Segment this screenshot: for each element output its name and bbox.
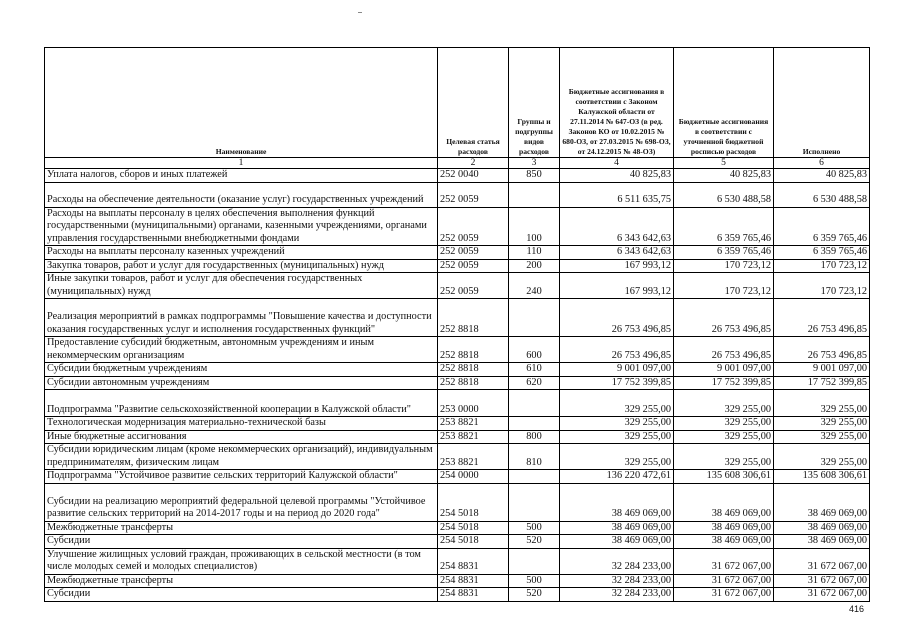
table-row	[45, 548, 870, 574]
row-amount-refined: 9 001 097,00	[674, 363, 774, 377]
row-amount-executed: 40 825,83	[774, 169, 870, 183]
row-amount-executed: 31 672 067,00	[774, 588, 870, 602]
row-amount-refined: 17 752 399,85	[674, 376, 774, 390]
row-expense-group	[509, 470, 560, 484]
header-executed: Исполнено	[774, 48, 870, 158]
table-row	[45, 483, 870, 521]
row-amount-executed: 135 608 306,61	[774, 470, 870, 484]
row-name: Предоставление субсидий бюджетным, автономным учреждениям и иным некоммерческим организациям	[45, 337, 438, 363]
budget-execution-table	[44, 47, 870, 602]
row-amount-refined: 26 753 496,85	[674, 299, 774, 337]
row-name: Межбюджетные трансферты	[45, 521, 438, 535]
row-expense-group: 610	[509, 363, 560, 377]
header-name: Наименование	[45, 48, 438, 158]
row-expense-group: 600	[509, 337, 560, 363]
row-target-article: 254 8831	[438, 588, 509, 602]
row-amount-executed: 17 752 399,85	[774, 376, 870, 390]
column-number: 2	[438, 158, 509, 169]
row-target-article: 252 8818	[438, 376, 509, 390]
row-amount-executed: 38 469 069,00	[774, 483, 870, 521]
row-name: Иные закупки товаров, работ и услуг для обеспечения государственных (муниципальных) нужд	[45, 273, 438, 299]
row-target-article: 253 8821	[438, 444, 509, 470]
row-target-article: 252 8818	[438, 299, 509, 337]
row-amount-law: 9 001 097,00	[560, 363, 674, 377]
row-amount-law: 329 255,00	[560, 417, 674, 431]
row-amount-executed: 170 723,12	[774, 273, 870, 299]
row-target-article: 252 0059	[438, 273, 509, 299]
row-amount-law: 40 825,83	[560, 169, 674, 183]
row-name: Субсидии бюджетным учреждениям	[45, 363, 438, 377]
header-row	[45, 48, 870, 158]
table-row	[45, 169, 870, 183]
table-row	[45, 337, 870, 363]
row-amount-executed: 329 255,00	[774, 390, 870, 417]
row-amount-executed: 38 469 069,00	[774, 521, 870, 535]
row-amount-law: 17 752 399,85	[560, 376, 674, 390]
row-amount-law: 136 220 472,61	[560, 470, 674, 484]
row-amount-refined: 329 255,00	[674, 390, 774, 417]
table-row	[45, 376, 870, 390]
row-amount-refined: 6 530 488,58	[674, 182, 774, 207]
row-amount-law: 6 511 635,75	[560, 182, 674, 207]
row-amount-law: 26 753 496,85	[560, 337, 674, 363]
row-name: Субсидии	[45, 535, 438, 549]
row-expense-group: 240	[509, 273, 560, 299]
row-name: Расходы на выплаты персоналу в целях обеспечения выполнения функций государственными (муниципальными) органами, казенными учреждениями, органами управления государственными внебюджетными фондами	[45, 207, 438, 246]
row-name: Субсидии	[45, 588, 438, 602]
row-expense-group	[509, 417, 560, 431]
header-target-article: Целевая статья расходов	[438, 48, 509, 158]
table-row	[45, 299, 870, 337]
table-row	[45, 470, 870, 484]
row-expense-group	[509, 548, 560, 574]
row-amount-law: 6 343 642,63	[560, 207, 674, 246]
column-number: 5	[674, 158, 774, 169]
row-target-article: 254 8831	[438, 574, 509, 588]
row-target-article: 252 0059	[438, 259, 509, 273]
scan-mark	[358, 12, 362, 13]
row-amount-law: 38 469 069,00	[560, 535, 674, 549]
table-row	[45, 363, 870, 377]
row-amount-refined: 38 469 069,00	[674, 483, 774, 521]
row-amount-refined: 170 723,12	[674, 259, 774, 273]
row-amount-executed: 31 672 067,00	[774, 548, 870, 574]
header-expense-groups: Группы и подгруппы видов расходов	[509, 48, 560, 158]
column-number: 3	[509, 158, 560, 169]
row-name: Подпрограмма "Развитие сельскохозяйственной кооперации в Калужской области"	[45, 390, 438, 417]
row-expense-group: 810	[509, 444, 560, 470]
page-number: 416	[849, 604, 865, 614]
row-name: Расходы на обеспечение деятельности (оказание услуг) государственных учреждений	[45, 182, 438, 207]
table-row	[45, 430, 870, 444]
table-body	[45, 169, 870, 602]
row-amount-law: 329 255,00	[560, 430, 674, 444]
row-amount-law: 32 284 233,00	[560, 574, 674, 588]
table-row	[45, 521, 870, 535]
table-row	[45, 273, 870, 299]
row-name: Закупка товаров, работ и услуг для государственных (муниципальных) нужд	[45, 259, 438, 273]
row-name: Уплата налогов, сборов и иных платежей	[45, 169, 438, 183]
row-target-article: 253 8821	[438, 430, 509, 444]
row-expense-group: 100	[509, 207, 560, 246]
column-number-row	[45, 158, 870, 169]
row-amount-law: 32 284 233,00	[560, 588, 674, 602]
row-expense-group	[509, 483, 560, 521]
row-expense-group	[509, 299, 560, 337]
row-amount-law: 6 343 642,63	[560, 246, 674, 260]
row-amount-executed: 329 255,00	[774, 444, 870, 470]
row-target-article: 254 5018	[438, 483, 509, 521]
row-amount-executed: 329 255,00	[774, 417, 870, 431]
row-amount-law: 329 255,00	[560, 444, 674, 470]
table-row	[45, 207, 870, 246]
header-assignments-law: Бюджетные ассигнования в соответствии с Законом Калужской области от 27.11.2014 № 647-ОЗ (в ред. Законов КО от 10.02.2015 № 680-ОЗ, от 27.03.2015 № 698-ОЗ, от 24.12.2015 № 48-ОЗ)	[560, 48, 674, 158]
row-amount-refined: 329 255,00	[674, 417, 774, 431]
row-amount-law: 38 469 069,00	[560, 483, 674, 521]
row-amount-refined: 31 672 067,00	[674, 548, 774, 574]
row-expense-group	[509, 182, 560, 207]
row-name: Субсидии юридическим лицам (кроме некоммерческих организаций), индивидуальным предпринимателям, физическим лицам	[45, 444, 438, 470]
row-target-article: 253 8821	[438, 417, 509, 431]
row-amount-refined: 31 672 067,00	[674, 588, 774, 602]
row-name: Субсидии на реализацию мероприятий федеральной целевой программы "Устойчивое развитие сельских территорий на 2014-2017 годы и на период до 2020 года"	[45, 483, 438, 521]
row-amount-law: 329 255,00	[560, 390, 674, 417]
row-target-article: 252 0059	[438, 207, 509, 246]
row-expense-group: 200	[509, 259, 560, 273]
table-row	[45, 390, 870, 417]
row-amount-law: 32 284 233,00	[560, 548, 674, 574]
row-amount-executed: 170 723,12	[774, 259, 870, 273]
row-amount-refined: 170 723,12	[674, 273, 774, 299]
header-assignments-refined: Бюджетные ассигнования в соответствии с уточненной бюджетной росписью расходов	[674, 48, 774, 158]
row-amount-executed: 26 753 496,85	[774, 337, 870, 363]
row-target-article: 254 8831	[438, 548, 509, 574]
row-expense-group: 520	[509, 535, 560, 549]
row-amount-law: 26 753 496,85	[560, 299, 674, 337]
table-row	[45, 535, 870, 549]
row-amount-law: 167 993,12	[560, 273, 674, 299]
row-target-article: 252 0059	[438, 182, 509, 207]
table-row	[45, 444, 870, 470]
row-amount-refined: 6 359 765,46	[674, 207, 774, 246]
row-amount-executed: 6 359 765,46	[774, 207, 870, 246]
row-amount-refined: 329 255,00	[674, 444, 774, 470]
row-name: Межбюджетные трансферты	[45, 574, 438, 588]
row-amount-refined: 329 255,00	[674, 430, 774, 444]
row-expense-group: 500	[509, 521, 560, 535]
table-row	[45, 417, 870, 431]
row-amount-refined: 38 469 069,00	[674, 521, 774, 535]
column-number: 1	[45, 158, 438, 169]
column-number: 4	[560, 158, 674, 169]
row-amount-law: 38 469 069,00	[560, 521, 674, 535]
row-expense-group: 500	[509, 574, 560, 588]
row-name: Иные бюджетные ассигнования	[45, 430, 438, 444]
row-target-article: 254 5018	[438, 521, 509, 535]
row-expense-group: 520	[509, 588, 560, 602]
row-amount-refined: 135 608 306,61	[674, 470, 774, 484]
row-amount-executed: 6 359 765,46	[774, 246, 870, 260]
row-target-article: 254 5018	[438, 535, 509, 549]
row-target-article: 253 0000	[438, 390, 509, 417]
row-amount-refined: 38 469 069,00	[674, 535, 774, 549]
row-amount-executed: 31 672 067,00	[774, 574, 870, 588]
row-amount-executed: 329 255,00	[774, 430, 870, 444]
table-row	[45, 588, 870, 602]
row-expense-group: 850	[509, 169, 560, 183]
row-target-article: 252 0040	[438, 169, 509, 183]
table-row	[45, 246, 870, 260]
row-amount-law: 167 993,12	[560, 259, 674, 273]
row-name: Реализация мероприятий в рамках подпрограммы "Повышение качества и доступности оказания государственных услуг и исполнения государственных функций"	[45, 299, 438, 337]
row-target-article: 252 8818	[438, 363, 509, 377]
row-expense-group: 800	[509, 430, 560, 444]
row-amount-refined: 40 825,83	[674, 169, 774, 183]
row-amount-executed: 9 001 097,00	[774, 363, 870, 377]
row-target-article: 252 0059	[438, 246, 509, 260]
table-row	[45, 259, 870, 273]
table-row	[45, 182, 870, 207]
row-amount-executed: 26 753 496,85	[774, 299, 870, 337]
table-row	[45, 574, 870, 588]
row-amount-refined: 31 672 067,00	[674, 574, 774, 588]
row-name: Технологическая модернизация материально-технической базы	[45, 417, 438, 431]
row-expense-group: 620	[509, 376, 560, 390]
row-amount-refined: 6 359 765,46	[674, 246, 774, 260]
row-target-article: 254 0000	[438, 470, 509, 484]
row-target-article: 252 8818	[438, 337, 509, 363]
row-amount-refined: 26 753 496,85	[674, 337, 774, 363]
row-name: Расходы на выплаты персоналу казенных учреждений	[45, 246, 438, 260]
row-expense-group	[509, 390, 560, 417]
row-name: Субсидии автономным учреждениям	[45, 376, 438, 390]
row-name: Подпрограмма "Устойчивое развитие сельских территорий Калужской области"	[45, 470, 438, 484]
row-expense-group: 110	[509, 246, 560, 260]
column-number: 6	[774, 158, 870, 169]
row-amount-executed: 38 469 069,00	[774, 535, 870, 549]
row-name: Улучшение жилищных условий граждан, проживающих в сельской местности (в том числе молодых семей и молодых специалистов)	[45, 548, 438, 574]
row-amount-executed: 6 530 488,58	[774, 182, 870, 207]
